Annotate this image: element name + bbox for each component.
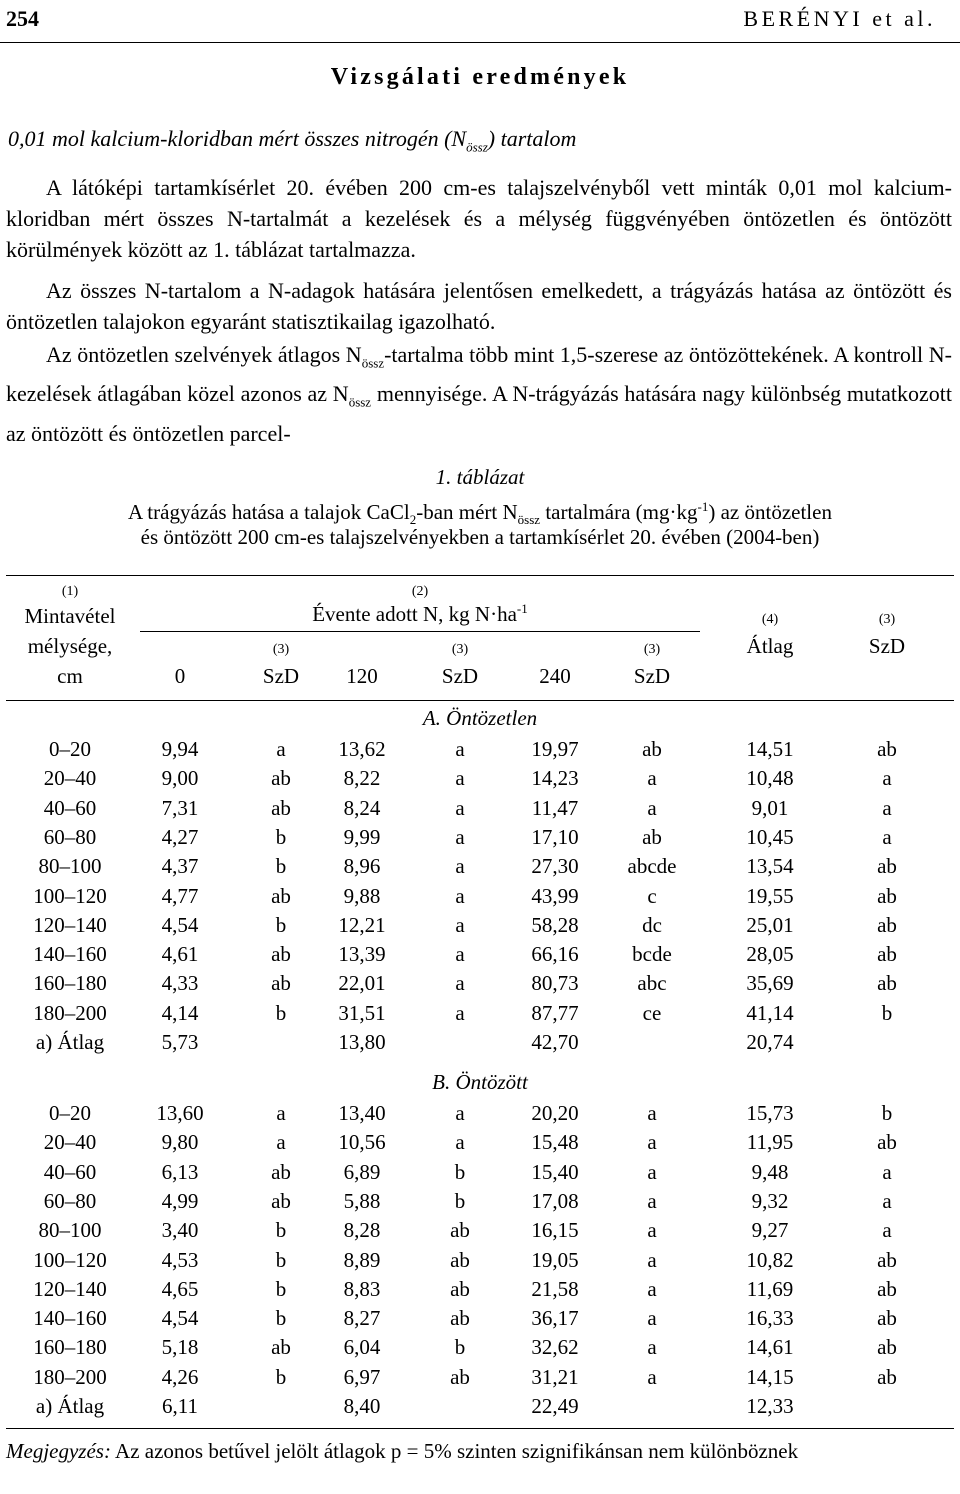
table-cell: b [275, 854, 287, 879]
paragraph-1: A látóképi tartamkísérlet 20. évében 200 cm-es talajszelvényből vett minták 0,01 mol kalcium-kloridban mért összes N-tartalmát a kezelések és a mélység függvényében öntözetlen és öntözött körülmények között az 1. táblázat tartalmazza. [6, 175, 952, 262]
table-cell: 9,88 [343, 883, 381, 908]
table-cell: 66,16 [531, 942, 579, 967]
table-cell: b [275, 1000, 287, 1025]
table-cell: a [276, 1130, 286, 1155]
avg-label: Átlag [746, 634, 794, 658]
table-header-rule [6, 700, 954, 701]
table-cell: 87,77 [531, 1000, 579, 1025]
table-cell: b [881, 1101, 893, 1125]
table-cell: 4,54 [161, 912, 199, 937]
szd-number-240: (3) [643, 642, 661, 657]
table-cell: 4,27 [161, 824, 199, 849]
table-cell: a) Átlag [35, 1030, 105, 1054]
table-cell: 5,88 [343, 1188, 381, 1213]
table-cell: 19,05 [531, 1247, 579, 1272]
table-cell: 13,60 [156, 1101, 204, 1125]
table-cell: b [454, 1159, 466, 1184]
table-cell: ab [642, 737, 662, 761]
paragraph-2: Az összes N-tartalom a N-adagok hatására jelentősen emelkedett, a trágyázás hatása az öntözött és öntözetlen talajokon egyaránt statisztikailag igazolható. [6, 278, 952, 334]
table-cell: a [647, 1159, 657, 1184]
table-cell: ab [450, 1306, 470, 1331]
table-cell: 19,97 [531, 737, 579, 761]
table-cell: 11,47 [531, 795, 579, 820]
table-cell: 80–100 [38, 854, 102, 879]
header-szd-0: SzD [262, 664, 300, 688]
table-cell: ab [271, 971, 291, 996]
subheading: 0,01 mol kalcium-kloridban mért összes nitrogén $(N_{össz})$ tartalom [8, 126, 577, 155]
table-cell: a [647, 795, 657, 820]
header-n120: 120 [346, 664, 378, 688]
table-cell: 100–120 [33, 1247, 107, 1272]
header-szd-240: SzD [633, 664, 671, 688]
table-cell: 20,20 [531, 1101, 579, 1125]
table-cell: 40–60 [43, 1159, 97, 1184]
table-cell: ab [877, 1335, 897, 1360]
table-cell: a [276, 737, 286, 761]
table-cell: 9,99 [343, 824, 381, 849]
table-cell: 140–160 [33, 1306, 107, 1331]
table-cell: 100–120 [33, 883, 107, 908]
table-cell: ab [450, 1276, 470, 1301]
table-cell: ab [877, 854, 897, 879]
table-cell: 6,89 [343, 1159, 381, 1184]
table-cell: ab [271, 942, 291, 967]
table-cell: a [647, 1335, 657, 1360]
table-cell: 20–40 [43, 766, 97, 791]
table-cell: ab [877, 1130, 897, 1155]
group-number: (2) [411, 584, 429, 599]
table-cell: ab [877, 737, 897, 761]
table-cell: ce [642, 1000, 662, 1025]
table-cell: 160–180 [33, 971, 107, 996]
page-number: 254 [6, 6, 39, 31]
table-cell: a [455, 1000, 465, 1025]
table-cell: 21,58 [531, 1276, 579, 1301]
table-cell: 8,96 [343, 854, 381, 879]
table-cell: 15,73 [746, 1101, 794, 1125]
table-cell: 10,82 [746, 1247, 794, 1272]
table-cell: 9,00 [161, 766, 199, 791]
table-cell: ab [877, 1364, 897, 1389]
table-cell: 180–200 [33, 1000, 107, 1025]
paragraph-3: Az öntözetlen szelvények átlagos $N_{össz}$-tartalma több mint 1,5-szerese az öntözöttekének. A kontroll N-kezelések átlagában közel azonos az $N_{össz}$ mennyisége. A N-trágyázás hatására nagy különbség mutatkozott az öntözött és öntözetlen parcel- [6, 342, 952, 446]
table-cell: ab [877, 1247, 897, 1272]
table-cell: 8,83 [343, 1276, 381, 1301]
table-cell: ab [877, 912, 897, 937]
table-cell: 16,33 [746, 1306, 794, 1331]
table-cell: a [647, 1218, 657, 1243]
table-cell: a [882, 824, 892, 849]
table-cell: a [455, 824, 465, 849]
table-cell: 9,32 [751, 1188, 789, 1213]
table-cell: 14,51 [746, 737, 794, 761]
table-cell: 8,24 [343, 795, 381, 820]
table-caption-line-1: A trágyázás hatása a talajok CaCl$_2$-ban mért $N_{össz}$ tartalmára $(mg\cdot kg^{-1})$ az öntözetlen [128, 499, 832, 528]
table-cell: a [882, 795, 892, 820]
table-cell: 27,30 [531, 854, 579, 879]
table-cell: 13,54 [746, 854, 794, 879]
szd-number-avg: (3) [878, 612, 896, 627]
page-header [0, 0, 960, 43]
table-bottom-rule [6, 1428, 954, 1429]
table-cell: 13,62 [338, 737, 386, 761]
table-cell: a [455, 795, 465, 820]
table-cell: 4,54 [161, 1306, 199, 1331]
table-cell: c [647, 883, 657, 908]
table-cell: 0–20 [49, 737, 91, 761]
table-cell: 14,15 [746, 1364, 794, 1389]
table-cell: 4,33 [161, 971, 199, 996]
table-cell: a [882, 1218, 892, 1243]
table-cell: a [647, 1306, 657, 1331]
table-cell: a [455, 1130, 465, 1155]
table-cell: 9,27 [751, 1218, 789, 1243]
table-cell: a [647, 1188, 657, 1213]
table-cell: 4,26 [161, 1364, 199, 1389]
col1-number: (1) [61, 584, 79, 599]
table-cell: a [647, 1364, 657, 1389]
table-cell: 41,14 [746, 1000, 794, 1025]
table-cell: 8,22 [343, 766, 381, 791]
col1-label-2: mélysége, [27, 634, 113, 658]
table-cell: 6,04 [343, 1335, 381, 1360]
table-cell: 6,97 [343, 1364, 381, 1389]
group-underline [140, 631, 700, 632]
table-cell: 20,74 [746, 1030, 794, 1054]
table-cell: 12,33 [746, 1394, 794, 1418]
table-cell: 4,61 [161, 942, 199, 967]
table-cell: b [275, 912, 287, 937]
table-cell: 58,28 [531, 912, 579, 937]
table-cell: b [881, 1000, 893, 1025]
table-cell: dc [642, 912, 662, 937]
table-cell: b [275, 1218, 287, 1243]
table-cell: 6,11 [162, 1394, 198, 1418]
table-cell: 8,28 [343, 1218, 381, 1243]
table-cell: ab [271, 883, 291, 908]
table-cell: a [647, 1101, 657, 1125]
table-cell: 16,15 [531, 1218, 579, 1243]
table-cell: 42,70 [531, 1030, 579, 1054]
table-cell: 11,95 [746, 1130, 794, 1155]
table-cell: b [275, 824, 287, 849]
table-cell: a [455, 883, 465, 908]
table-cell: a) Átlag [35, 1394, 105, 1418]
table-cell: 4,99 [161, 1188, 199, 1213]
table-cell: 9,48 [751, 1159, 789, 1184]
table-cell: 36,17 [531, 1306, 579, 1331]
table-cell: a [276, 1101, 286, 1125]
table-cell: b [454, 1188, 466, 1213]
avg-number: (4) [761, 612, 779, 627]
table-cell: 10,56 [338, 1130, 386, 1155]
table-cell: 31,21 [531, 1364, 579, 1389]
table-cell: ab [642, 824, 662, 849]
table-cell: 15,48 [531, 1130, 579, 1155]
table-cell: 5,18 [161, 1335, 199, 1360]
table-cell: 140–160 [33, 942, 107, 967]
section-heading: A. Öntözetlen [422, 706, 538, 730]
table-cell: 80,73 [531, 971, 579, 996]
table-cell: ab [450, 1247, 470, 1272]
table-cell: 9,01 [751, 795, 789, 820]
table-cell: 12,21 [338, 912, 386, 937]
table-cell: 60–80 [43, 824, 97, 849]
table-cell: 28,05 [746, 942, 794, 967]
table-cell: 10,48 [746, 766, 794, 791]
szd-number-120: (3) [451, 642, 469, 657]
table-cell: 4,37 [161, 854, 199, 879]
table-cell: ab [877, 1306, 897, 1331]
table-cell: a [647, 1247, 657, 1272]
table-cell: 120–140 [33, 1276, 107, 1301]
table-cell: 11,69 [746, 1276, 794, 1301]
table-cell: bcde [632, 942, 672, 967]
table-cell: 20–40 [43, 1130, 97, 1155]
header-szd-120: SzD [441, 664, 479, 688]
table-cell: a [882, 1159, 892, 1184]
table-cell: ab [271, 766, 291, 791]
table-cell: 17,08 [531, 1188, 579, 1213]
table-cell: ab [877, 942, 897, 967]
table-label: 1. táblázat [435, 465, 525, 489]
footnote [6, 1436, 952, 1466]
table-cell: 8,27 [343, 1306, 381, 1331]
table-cell: 19,55 [746, 883, 794, 908]
table-cell: 4,65 [161, 1276, 199, 1301]
table-cell: 13,40 [338, 1101, 386, 1125]
table-cell: a [455, 737, 465, 761]
header-n240: 240 [539, 664, 571, 688]
section-heading: B. Öntözött [432, 1070, 528, 1094]
table-cell: 25,01 [746, 912, 794, 937]
table-cell: 60–80 [43, 1188, 97, 1213]
table-cell: ab [450, 1218, 470, 1243]
table-cell: 17,10 [531, 824, 579, 849]
table-cell: a [647, 1276, 657, 1301]
table-cell: 13,39 [338, 942, 386, 967]
table-cell: b [275, 1247, 287, 1272]
table-cell: ab [271, 1159, 291, 1184]
table-cell: 10,45 [746, 824, 794, 849]
table-cell: 0–20 [49, 1101, 91, 1125]
table-cell: ab [877, 971, 897, 996]
table-cell: a [455, 766, 465, 791]
footnote-label: Megjegyzés: [6, 1439, 111, 1463]
col1-label-1: Mintavétel [24, 604, 116, 628]
table-cell: a [882, 1188, 892, 1213]
szd-label-avg: SzD [868, 634, 906, 658]
section-title: Vizsgálati eredmények [330, 64, 630, 90]
footnote-text: Az azonos betűvel jelölt átlagok p = 5% szinten szignifikánsan nem különböznek [110, 1439, 799, 1463]
table-cell: 4,14 [161, 1000, 199, 1025]
table-cell: ab [450, 1364, 470, 1389]
header-n0: 0 [174, 664, 186, 688]
table-cell: 7,31 [161, 795, 199, 820]
table-cell: 35,69 [746, 971, 794, 996]
table-cell: 6,13 [161, 1159, 199, 1184]
table-cell: abcde [627, 854, 677, 879]
table-cell: b [275, 1364, 287, 1389]
szd-number-0: (3) [272, 642, 290, 657]
table-cell: ab [271, 1188, 291, 1213]
table-cell: a [455, 942, 465, 967]
table-cell: ab [877, 883, 897, 908]
table-cell: 15,40 [531, 1159, 579, 1184]
table-cell: 120–140 [33, 912, 107, 937]
table-cell: 9,94 [161, 737, 199, 761]
table-cell: 180–200 [33, 1364, 107, 1389]
table-cell: a [455, 971, 465, 996]
col1-label-3: cm [57, 664, 83, 688]
table-cell: a [455, 854, 465, 879]
table-cell: 80–100 [38, 1218, 102, 1243]
table-cell: 43,99 [531, 883, 579, 908]
table-cell: 32,62 [531, 1335, 579, 1360]
table-cell: b [275, 1306, 287, 1331]
table-cell: 40–60 [43, 795, 97, 820]
table-cell: a [647, 1130, 657, 1155]
table-cell: ab [271, 1335, 291, 1360]
table-cell: 8,89 [343, 1247, 381, 1272]
table-cell: 9,80 [161, 1130, 199, 1155]
table-cell: a [455, 1101, 465, 1125]
table-cell: 4,77 [161, 883, 199, 908]
table-cell: 4,53 [161, 1247, 199, 1272]
table-caption-line-2: és öntözött 200 cm-es talajszelvényekben a tartamkísérlet 20. évében (2004-ben) [140, 525, 820, 549]
table-cell: a [882, 766, 892, 791]
table-cell: 14,23 [531, 766, 579, 791]
table-cell: ab [877, 1276, 897, 1301]
table-cell: 13,80 [338, 1030, 386, 1054]
group-label: Évente adott N, kg $N\cdot ha^{-1}$ [312, 601, 528, 626]
table-cell: b [275, 1276, 287, 1301]
table-top-rule [6, 575, 954, 576]
running-title: BERÉNYI et al. [743, 6, 936, 31]
table-cell: a [455, 912, 465, 937]
table-cell: abc [637, 971, 667, 996]
table-cell: 22,01 [338, 971, 386, 996]
table-cell: b [454, 1335, 466, 1360]
table-cell: 160–180 [33, 1335, 107, 1360]
table-cell: 3,40 [161, 1218, 199, 1243]
table-cell: 8,40 [343, 1394, 381, 1418]
table-cell: ab [271, 795, 291, 820]
table-cell: 31,51 [338, 1000, 386, 1025]
table-cell: 14,61 [746, 1335, 794, 1360]
table-cell: a [647, 766, 657, 791]
table-cell: 5,73 [161, 1030, 199, 1054]
table-cell: 22,49 [531, 1394, 579, 1418]
